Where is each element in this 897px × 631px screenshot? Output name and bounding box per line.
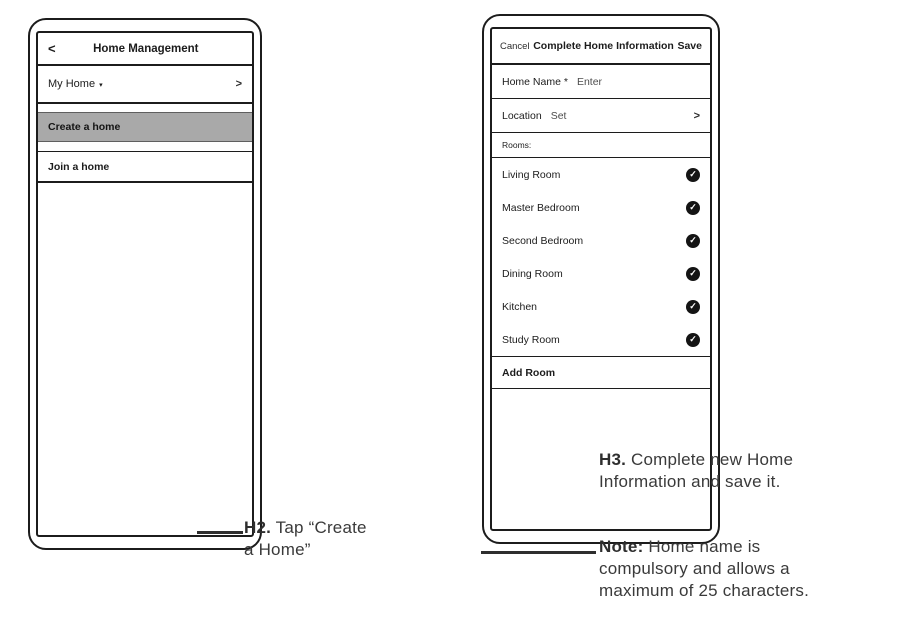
phone-frame-home-management	[28, 18, 262, 550]
callout-h3-step: H3.	[599, 450, 627, 469]
callout-h3	[599, 449, 819, 493]
callout-line-note	[481, 551, 596, 554]
callout-line-h2	[197, 531, 243, 534]
home-management-header	[38, 33, 252, 66]
create-home-button[interactable]	[38, 112, 252, 142]
callout-h2-step: H2.	[244, 518, 272, 537]
spacer	[38, 104, 252, 112]
callout-note-text: Home name is compulsory and allows a maximum of 25 characters.	[599, 537, 810, 600]
room-row-dining-room[interactable]	[492, 257, 710, 290]
location-row[interactable]	[492, 99, 710, 133]
room-label: Second Bedroom	[502, 234, 584, 247]
callout-h2	[244, 517, 376, 561]
dropdown-caret-icon: ▾	[99, 82, 103, 89]
room-row-kitchen[interactable]	[492, 290, 710, 323]
room-label: Study Room	[502, 333, 560, 346]
room-label: Living Room	[502, 168, 561, 181]
check-circle-icon: ✓	[686, 168, 700, 182]
rooms-section-label	[492, 133, 710, 158]
check-circle-icon: ✓	[686, 333, 700, 347]
chevron-right-icon: >	[693, 109, 700, 122]
room-row-living-room[interactable]	[492, 158, 710, 191]
page-title: Home Management	[93, 42, 199, 55]
home-name-label: Home Name *	[502, 75, 568, 88]
create-home-label: Create a home	[48, 121, 121, 133]
save-button[interactable]: Save	[677, 40, 702, 52]
callout-note	[599, 536, 841, 601]
rooms-header-text: Rooms:	[502, 140, 532, 150]
check-circle-icon: ✓	[686, 300, 700, 314]
screen-home-management	[36, 31, 254, 537]
check-circle-icon: ✓	[686, 267, 700, 281]
room-label: Kitchen	[502, 300, 538, 313]
add-room-label: Add Room	[502, 366, 556, 379]
room-row-second-bedroom[interactable]	[492, 224, 710, 257]
check-circle-icon: ✓	[686, 234, 700, 248]
complete-home-header	[492, 29, 710, 65]
chevron-right-icon: >	[235, 78, 242, 90]
add-room-button[interactable]	[492, 356, 710, 389]
my-home-label: My Home	[48, 78, 96, 90]
my-home-row[interactable]	[38, 66, 252, 104]
join-home-label: Join a home	[48, 160, 110, 173]
join-home-button[interactable]	[38, 151, 252, 183]
location-label: Location	[502, 109, 542, 122]
home-name-row[interactable]	[492, 65, 710, 99]
page-title: Complete Home Information	[533, 40, 674, 52]
room-label: Master Bedroom	[502, 201, 580, 214]
callout-h3-text: Complete new Home Information and save it.	[599, 450, 794, 491]
callout-note-label: Note:	[599, 537, 644, 556]
home-name-input[interactable]: Enter	[576, 75, 603, 88]
cancel-button[interactable]: Cancel	[500, 40, 530, 52]
room-row-master-bedroom[interactable]	[492, 191, 710, 224]
room-row-study-room[interactable]	[492, 323, 710, 356]
spacer	[38, 142, 252, 151]
check-circle-icon: ✓	[686, 201, 700, 215]
room-label: Dining Room	[502, 267, 563, 280]
location-value: Set	[550, 109, 567, 122]
back-icon[interactable]: <	[48, 41, 56, 56]
callout-h2-text: Tap “Create a Home”	[244, 518, 367, 559]
